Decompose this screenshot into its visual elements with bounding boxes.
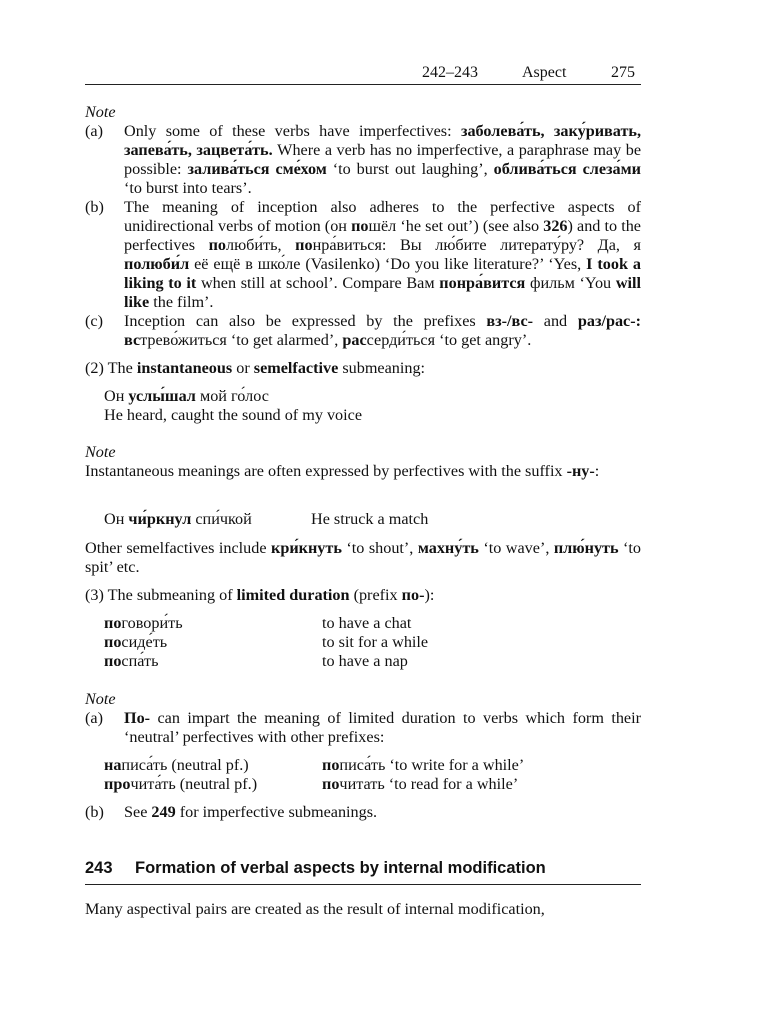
text-run: Other semelfactives include	[85, 539, 271, 557]
header-page-number: 275	[611, 64, 635, 81]
bold-run: полюби́л	[124, 254, 190, 273]
bold-run: заболева́ть, заку́ривать, запева́ть, зацвета́ть.	[124, 122, 641, 159]
text-run: can impart the meaning of limited duration to verbs which form their ‘neutral’ perfectives with other prefixes:	[124, 709, 641, 746]
bold-run: will like	[124, 273, 642, 311]
text-run: трево́житься ‘to get alarmed’,	[140, 330, 343, 349]
section-title: Formation of verbal aspects by internal modification	[135, 859, 546, 877]
note1-item-b	[85, 198, 641, 311]
text-run: (3) The submeaning of	[85, 586, 237, 604]
verb-rest: писа́ть ‘to write for a while’	[339, 756, 525, 774]
bold-run: вз-/вс-	[486, 312, 534, 330]
verb	[104, 614, 183, 633]
bold-run: По-	[124, 709, 151, 727]
verb-stem: говори́ть	[121, 614, 183, 632]
bold-run: I took a liking to it	[124, 254, 641, 292]
text-run: фильм ‘You	[525, 273, 616, 292]
header-page-range: 242–243	[422, 64, 478, 81]
note3-a-text	[124, 709, 641, 747]
verb-prefix: по	[104, 652, 122, 670]
note-label: Note	[85, 443, 116, 461]
verb-gloss: to have a nap	[322, 652, 408, 670]
note-label: Note	[85, 103, 116, 121]
bold-run: махну́ть	[417, 539, 479, 557]
verb-prefix: про	[104, 775, 131, 793]
text-run: серди́ться ‘to get angry’.	[366, 330, 532, 349]
text-run: мой го́лос	[195, 387, 269, 405]
text-run: Он	[104, 387, 129, 405]
text-run: ‘to burst into tears’.	[124, 178, 252, 197]
note2-text	[85, 462, 641, 481]
limited-duration-verb	[322, 756, 524, 775]
bold-run: плю́нуть	[553, 539, 619, 557]
text-run: Only some of these verbs have imperfectives:	[124, 122, 461, 140]
item-label: (c)	[85, 312, 103, 330]
text-run: ‘to burst out laughing’,	[326, 159, 494, 178]
section-number: 243	[85, 859, 113, 877]
text-run: люби́ть,	[226, 235, 296, 254]
section-heading	[85, 858, 641, 885]
text-run: for imperfective submeanings.	[175, 803, 378, 821]
example-2-translation: He struck a match	[311, 510, 429, 528]
bold-run: рас	[342, 330, 367, 349]
table-row	[104, 652, 641, 671]
text-run: ):	[424, 586, 435, 604]
neutral-perfective	[104, 775, 257, 794]
verb	[104, 652, 159, 671]
text-run: (2) The	[85, 359, 137, 377]
item-label: (b)	[85, 198, 104, 216]
text-run: ‘to shout’,	[341, 539, 418, 557]
bold-run: облива́ться слеза́ми	[493, 159, 641, 178]
note1-a-text	[124, 122, 641, 198]
note3-item-a	[85, 709, 641, 747]
item-label: (a)	[85, 709, 103, 727]
bold-run: залива́ться сме́хом	[187, 159, 327, 178]
table-row	[104, 756, 641, 775]
text-run: when still at school’. Compare Вам	[196, 273, 440, 292]
text-run: Where a verb has no imperfective, a paraphrase may be possible:	[124, 140, 641, 178]
note1-item-a	[85, 122, 641, 198]
verb-prefix: по	[104, 633, 122, 651]
bold-run: -ну-	[566, 462, 595, 480]
bold-run: instantaneous	[136, 359, 233, 377]
verb-stem: сиде́ть	[121, 633, 168, 651]
bold-run: раз/рас-:	[577, 312, 642, 330]
verb-prefix: по	[104, 614, 122, 632]
table-row	[104, 614, 641, 633]
text-run: её ещё в шко́ле (Vasilenko) ‘Do you like literature?’ ‘Yes,	[189, 254, 587, 273]
note-label: Note	[85, 690, 116, 708]
text-run: шёл ‘he set out’) (see also	[368, 216, 544, 235]
text-run: спи́чкой	[191, 510, 252, 528]
note1-b-text	[124, 198, 641, 311]
text-run: нра́виться: Вы лю́бите литерату́ру? Да, я	[312, 235, 641, 254]
table-row	[104, 775, 641, 794]
verb	[104, 633, 167, 652]
text-run: or	[232, 359, 254, 377]
verb-gloss: to sit for a while	[322, 633, 429, 651]
bold-run: 249	[151, 803, 176, 821]
verb-stem: спа́ть	[121, 652, 159, 670]
verb-prefix: по	[322, 756, 340, 774]
bold-run: вс	[124, 330, 141, 349]
verb-rest: писа́ть (neutral pf.)	[121, 756, 249, 774]
bold-run: limited duration	[236, 586, 350, 604]
bold-run: по	[295, 235, 313, 254]
bold-run: по-	[401, 586, 425, 604]
bold-run: услы́шал	[128, 387, 196, 405]
point-3-heading	[85, 586, 641, 605]
note1-c-text	[124, 312, 641, 350]
text-run: and	[533, 312, 578, 330]
verb-gloss: to have a chat	[322, 614, 412, 632]
text-run: The meaning of inception also adheres to the perfective aspects of unidirectional verbs of motion (он	[124, 198, 641, 235]
text-run: ‘to wave’,	[478, 539, 554, 557]
verb-prefix: на	[104, 756, 122, 774]
limited-duration-verb	[322, 775, 518, 794]
other-semelfactives	[85, 539, 641, 577]
text-run: See	[124, 803, 152, 821]
text-run: ) and to the perfectives	[124, 216, 641, 254]
text-run: :	[594, 462, 600, 480]
bold-run: чи́ркнул	[128, 510, 192, 528]
item-label: (b)	[85, 803, 104, 821]
text-run: Он	[104, 510, 129, 528]
text-run: (prefix	[349, 586, 402, 604]
header-topic: Aspect	[522, 64, 567, 81]
neutral-perfective	[104, 756, 249, 775]
text-run: the film’.	[149, 292, 214, 311]
note3-b-text	[124, 803, 641, 822]
example-1	[104, 387, 660, 406]
note3-item-b	[85, 803, 641, 822]
verb-rest: читать ‘to read for a while’	[339, 775, 519, 793]
table-row	[104, 633, 641, 652]
verb-rest: чита́ть (neutral pf.)	[130, 775, 258, 793]
section-first-line: Many aspectival pairs are created as the result of internal modification,	[85, 900, 545, 918]
text-run: Instantaneous meanings are often expressed by perfectives with the suffix	[85, 462, 567, 480]
bold-run: кри́кнуть	[271, 539, 342, 557]
item-label: (a)	[85, 122, 103, 140]
bold-run: по	[351, 216, 369, 235]
verb-prefix: по	[322, 775, 340, 793]
point-2-heading	[85, 359, 641, 378]
text-run: submeaning:	[338, 359, 426, 377]
bold-run: 326	[543, 216, 568, 235]
running-header	[85, 62, 641, 85]
note1-item-c	[85, 312, 641, 350]
example-1-translation: He heard, caught the sound of my voice	[104, 406, 363, 424]
bold-run: по	[208, 235, 226, 254]
bold-run: semelfactive	[253, 359, 339, 377]
text-run: ‘to spit’ etc.	[85, 539, 642, 576]
text-run: Inception can also be expressed by the prefixes	[124, 312, 487, 330]
bold-run: понра́вится	[439, 273, 526, 292]
